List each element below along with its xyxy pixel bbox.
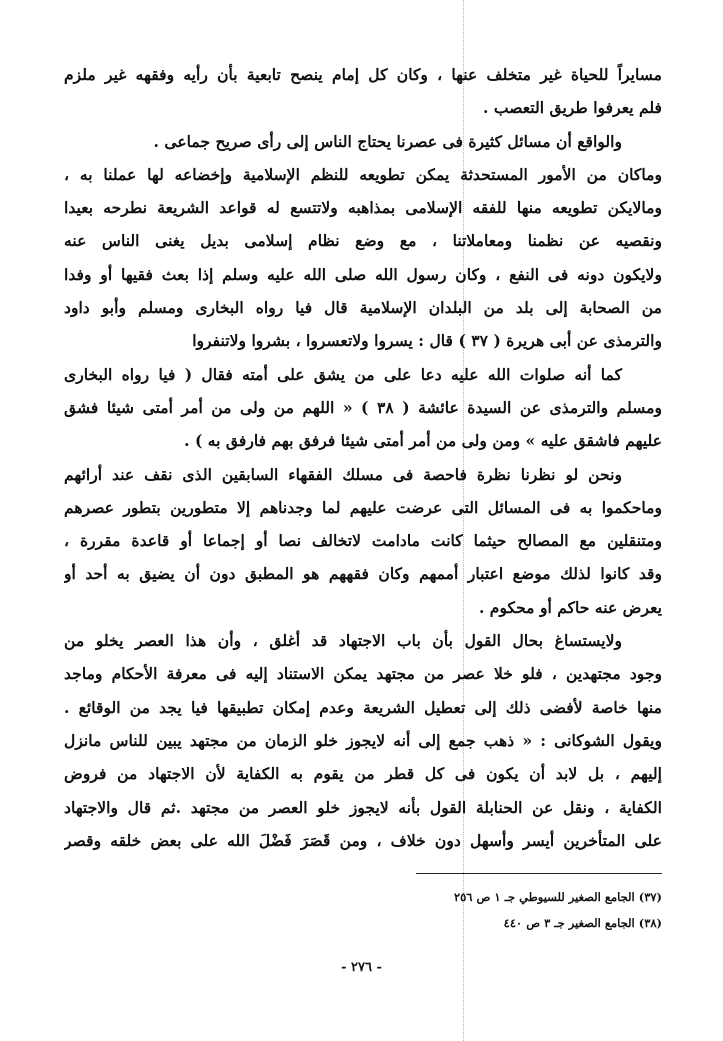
footnotes: [300, 884, 662, 936]
body-line: يعرض عنه حاكم أو محكوم .: [478, 597, 662, 617]
body-line: على المتأخرين أيسر وأسهل دون خلاف ، ومن قَصَرَ فَضْلَ الله على بعض خلقه وقصر: [64, 830, 662, 850]
body-line: الكفاية ، ونقل عن الحنابلة القول بأنه لايجوز خلو العصر من مجتهد .ثم قال والاجتهاد: [64, 797, 662, 817]
body-line: ولايكون دونه فى النفع ، وكان رسول الله صلى الله عليه وسلم إذا بعث فقيها أو وفدا: [64, 264, 662, 284]
body-line: مسايراً للحياة غير متخلف عنها ، وكان كل إمام ينصح تابعية بأن رأيه وفقهه غير ملزم: [64, 65, 662, 84]
page-number: - ٢٧٦ -: [341, 960, 382, 975]
body-line: إليهم ، بل لابد أن يكون فى كل قطر من يقوم به الكفاية لأن الاجتهاد من فروض: [64, 764, 662, 784]
footnote-37: (٣٧) الجامع الصغير للسيوطي جـ ١ ص ٢٥٦: [453, 890, 662, 904]
body-line: منها خاصة لأفضى ذلك إلى تعطيل الشريعة وعدم إمكان تطبيقها فيا يجد من الوقائع .: [64, 697, 662, 717]
body-line: ومالايكن تطويعه منها للفقه الإسلامى بمذاهبه ولاتتسع له قواعد الشريعة نطرحه بعيدا: [64, 198, 662, 218]
body-line: وماكان من الأمور المستحدثة يمكن تطويعه للنظم الإسلامية وإخضاعه لها عملنا به ،: [64, 164, 662, 184]
body-line: وجود مجتهدين ، فلو خلا عصر من مجتهد يمكن الاستناد إليه فى معرفة الأحكام وماجد: [64, 664, 662, 684]
body-line: ومتنقلين مع المصالح حيثما كانت مادامت لاتخالف نصا أو إجماعا أو قاعدة مقررة ،: [64, 531, 662, 551]
footnote-38: (٣٨) الجامع الصغير جـ ٣ ص ٤٤٠: [503, 916, 662, 930]
body-line: ويقول الشوكانى : « ذهب جمع إلى أنه لايجوز خلو الزمان من مجتهد يبين للناس مانزل: [64, 730, 662, 750]
body-line: وقد كانوا لذلك موضع اعتبار أممهم وكان فقههم هو المطبق دون أن يضيق به أحد أو: [64, 564, 662, 584]
body-line: فلم يعرفوا طريق التعصب .: [483, 98, 662, 118]
body-text: [64, 58, 662, 857]
body-line: ونقصيه عن نظمنا ومعاملاتنا ، مع وضع نظام إسلامى بديل يغنى الناس عنه: [64, 231, 662, 251]
body-line: ومسلم والترمذى عن السيدة عائشة ( ٣٨ ) « اللهم من ولى من أمر أمتى شيئا فشق: [64, 397, 662, 417]
body-line: عليهم فاشقق عليه » ومن ولى من أمر أمتى شيئا فرفق بهم فارفق به ) .: [184, 431, 662, 451]
body-line: وماحكموا به فى المسائل التى عرضت عليهم لما وجدناهم إلا متطورين بتطور عصرهم: [64, 497, 662, 517]
body-line: ولايستساغ بحال القول بأن باب الاجتهاد قد أغلق ، وأن هذا العصر يخلو من: [64, 631, 622, 651]
body-line: من الصحابة إلى بلد من البلدان الإسلامية قال فيا رواه البخارى ومسلم وأبو داود: [64, 298, 662, 318]
body-line: والواقع أن مسائل كثيرة فى عصرنا يحتاج الناس إلى رأى صريح جماعى .: [153, 131, 622, 151]
body-line: والترمذى عن أبى هريرة ( ٣٧ ) قال : يسروا ولاتعسروا ، بشروا ولاتنفروا: [192, 331, 662, 351]
body-line: ونحن لو نظرنا نظرة فاحصة فى مسلك الفقهاء السابقين الذى نقف عند أرائهم: [64, 464, 622, 484]
body-line: كما أنه صلوات الله عليه دعا على من يشق على أمته فقال ( فيا رواه البخارى: [64, 364, 622, 384]
footnote-divider: [416, 873, 662, 874]
